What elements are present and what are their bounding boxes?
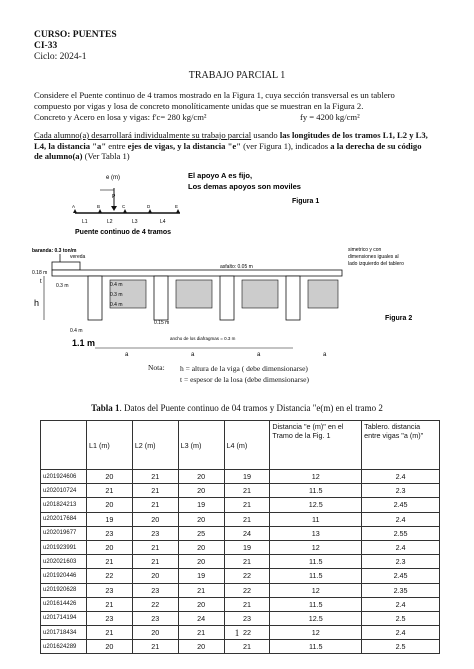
instr-part-3: las longitudes de los tramos L1, L2 y L3, <box>279 130 428 140</box>
table-cell: 20 <box>86 540 132 554</box>
student-code-cell: u201920628 <box>41 583 87 597</box>
instr-part-1: Cada alumno(a) desarrollará individualmente su trabajo parcial <box>34 130 252 140</box>
page-number: 1 <box>234 628 240 638</box>
dim-015: 0.15 m <box>154 320 170 326</box>
e-label: e (m) <box>106 175 120 181</box>
instr-part-4: L4, la distancia "a" <box>34 140 107 151</box>
table-cell: 19 <box>86 512 132 526</box>
header-cell-a: Tablero. distancia entre vigas "a (m)" <box>362 421 440 470</box>
dim-11: 1.1 m <box>72 338 96 348</box>
table-cell: 20 <box>178 470 224 484</box>
support-note-2: Los demas apoyos son moviles <box>188 182 301 191</box>
table-cell: 2.4 <box>362 512 440 526</box>
table-cell: 21 <box>224 555 270 569</box>
table-cell: 21 <box>132 498 178 512</box>
table-cell: 21 <box>86 555 132 569</box>
deck-slab <box>52 270 342 276</box>
dim-04b: 0.4 m <box>110 302 123 308</box>
table-cell: 21 <box>224 597 270 611</box>
beam-1 <box>88 276 102 320</box>
table-cell: 23 <box>132 526 178 540</box>
course-code: CI-33 <box>34 41 58 51</box>
table-cell: 22 <box>86 569 132 583</box>
table-cell: 23 <box>132 611 178 625</box>
support-note-1: El apoyo A es fijo, <box>188 171 253 180</box>
table-cell: 2.4 <box>362 540 440 554</box>
table-cell: 11 <box>270 512 362 526</box>
intro-line-1: Considere el Puente continuo de 4 tramos mostrado en la Figura 1, cuya sección transversal es un tablero <box>34 90 395 100</box>
student-code-cell: u202017684 <box>41 512 87 526</box>
table-cell: 20 <box>178 540 224 554</box>
table-cell: 21 <box>178 583 224 597</box>
table-cell: 21 <box>224 512 270 526</box>
table-cell: 12 <box>270 540 362 554</box>
table-row <box>41 640 440 654</box>
dim-03b: 0.3 m <box>110 292 123 298</box>
table-cell: 23 <box>86 611 132 625</box>
beam-4 <box>286 276 300 320</box>
support-e <box>176 209 180 213</box>
table-row <box>41 597 440 611</box>
table-cell: 19 <box>224 470 270 484</box>
instructions <box>34 130 444 162</box>
table-cell: 11.5 <box>270 640 362 654</box>
header-cell-l3: L3 (m) <box>178 421 224 470</box>
table-cell: 20 <box>178 555 224 569</box>
table-cell: 2.3 <box>362 484 440 498</box>
table-cell: 23 <box>86 583 132 597</box>
p-label: P <box>112 194 116 200</box>
sidewalk-label: vereda <box>70 254 86 260</box>
table-cell: 25 <box>178 526 224 540</box>
dim-018: 0.18 m <box>32 270 48 276</box>
table-row <box>41 555 440 569</box>
table-cell: 20 <box>132 626 178 640</box>
table-cell: 21 <box>132 640 178 654</box>
table-cell: 21 <box>132 484 178 498</box>
support-letter-d: D <box>147 204 151 209</box>
table-caption-label: Tabla 1 <box>91 403 120 413</box>
table-cell: 21 <box>86 597 132 611</box>
table-cell: 19 <box>224 540 270 554</box>
sidewalk-block <box>52 262 80 270</box>
figure-1-caption: Puente continuo de 4 tramos <box>75 229 172 236</box>
table-cell: 21 <box>224 484 270 498</box>
table-cell: 2.4 <box>362 597 440 611</box>
table-row <box>41 611 440 625</box>
table-cell: 2.5 <box>362 611 440 625</box>
data-table <box>40 420 440 654</box>
diaphragm-3 <box>242 280 278 308</box>
table-cell: 21 <box>224 640 270 654</box>
diaphragm-2 <box>176 280 212 308</box>
support-letter-a: A <box>72 204 76 209</box>
support-letter-b: B <box>97 204 101 209</box>
header-cell-l2: L2 (m) <box>132 421 178 470</box>
table-cell: 23 <box>132 583 178 597</box>
support-d <box>148 209 152 213</box>
figure-2-label: Figura 2 <box>385 315 413 322</box>
intro-line-3a: Concreto y Acero en losa y vigas: f'c= 280 kg/cm² <box>34 112 207 122</box>
table-cell: 13 <box>270 526 362 540</box>
dim-04a: 0.4 m <box>110 282 123 288</box>
symmetric-note-3: lado izquierdo del tablero <box>348 261 404 267</box>
intro-line-2: compuesto por vigas y losa de concreto monolíticamente unidas que se muestran en la Figura 2. <box>34 101 364 111</box>
table-cell: 23 <box>224 611 270 625</box>
table-cell: 12 <box>270 626 362 640</box>
table-row <box>41 526 440 540</box>
instr-part-10: (Ver Tabla 1) <box>82 151 130 162</box>
student-code-cell: u202019677 <box>41 526 87 540</box>
symmetric-note-1: simetrico y con <box>348 247 382 253</box>
table-row <box>41 484 440 498</box>
table-cell: 2.4 <box>362 626 440 640</box>
table-cell: 2.5 <box>362 640 440 654</box>
table-cell: 2.4 <box>362 470 440 484</box>
table-header-row <box>41 421 440 470</box>
table-cell: 20 <box>132 512 178 526</box>
header-cell-e: Distancia "e (m)" en el Tramo de la Fig. 1 <box>270 421 362 470</box>
table-cell: 22 <box>224 626 270 640</box>
table-cell: 12.5 <box>270 611 362 625</box>
a-label-1: a <box>125 352 129 358</box>
student-code-cell: u201920446 <box>41 569 87 583</box>
table-cell: 11.5 <box>270 569 362 583</box>
table-caption-text: . Datos del Puente continuo de 04 tramos y Distancia "e(m) en el tramo 2 <box>119 403 383 413</box>
table-cell: 20 <box>132 569 178 583</box>
student-code-cell: u201718434 <box>41 626 87 640</box>
diaphragm-width-note: ancho de los diafragmas = 0.3 m <box>170 336 236 341</box>
table-cell: 20 <box>86 470 132 484</box>
figure-1-label: Figura 1 <box>292 198 320 205</box>
span-label-l4: L4 <box>160 219 166 225</box>
table-cell: 12 <box>270 583 362 597</box>
table-cell: 11.5 <box>270 555 362 569</box>
table-row <box>41 470 440 484</box>
table-row <box>41 540 440 554</box>
table-cell: 2.35 <box>362 583 440 597</box>
table-row <box>41 512 440 526</box>
table-cell: 2.45 <box>362 498 440 512</box>
dim-04c: 0.4 m <box>70 328 83 334</box>
instr-part-5: entre <box>106 140 128 151</box>
diaphragm-4 <box>308 280 338 308</box>
figure-1-diagram <box>60 168 360 238</box>
symmetric-note-2: dimensiones iguales al <box>348 254 399 260</box>
student-code-cell: u201624289 <box>41 640 87 654</box>
intro-line-3b: fy = 4200 kg/cm² <box>300 112 360 122</box>
a-label-3: a <box>257 352 261 358</box>
instr-part-9: de alumno(a) <box>34 151 83 162</box>
student-code-cell: u201714194 <box>41 611 87 625</box>
span-label-l1: L1 <box>82 219 88 225</box>
table-cell: 20 <box>178 597 224 611</box>
header-cell-l4: L4 (m) <box>224 421 270 470</box>
table-cell: 2.3 <box>362 555 440 569</box>
table-cell: 24 <box>224 526 270 540</box>
a-label-4: a <box>323 352 327 358</box>
student-code-cell: u202021603 <box>41 555 87 569</box>
table-cell: 20 <box>178 512 224 526</box>
railing-label: baranda: 0.3 ton/m <box>32 248 77 254</box>
support-b <box>98 209 102 213</box>
table-row <box>41 498 440 512</box>
instr-part-7: (ver Figura 1), indicados <box>240 140 331 151</box>
support-c <box>123 209 127 213</box>
student-code-cell: u201824213 <box>41 498 87 512</box>
table-cell: 22 <box>132 597 178 611</box>
table-cell: 24 <box>178 611 224 625</box>
table-row <box>41 583 440 597</box>
student-code-cell: u201614426 <box>41 597 87 611</box>
load-arrowhead <box>111 206 117 211</box>
support-a <box>73 209 77 213</box>
support-letter-c: C <box>122 204 126 209</box>
dim-03-left: 0.3 m <box>56 283 69 289</box>
table-cell: 21 <box>224 498 270 512</box>
instr-part-8: a la derecha de su código <box>330 140 422 151</box>
table-row <box>41 569 440 583</box>
table-cell: 19 <box>178 498 224 512</box>
course-title: CURSO: PUENTES <box>34 30 117 40</box>
table-cell: 21 <box>86 484 132 498</box>
course-cycle: Ciclo: 2024-1 <box>34 52 87 62</box>
table-cell: 20 <box>86 640 132 654</box>
instr-part-6: ejes de vigas, y la distancia "e" <box>127 140 241 151</box>
table-cell: 20 <box>86 498 132 512</box>
document-title: TRABAJO PARCIAL 1 <box>188 70 286 81</box>
table-cell: 20 <box>178 484 224 498</box>
table-cell: 21 <box>132 470 178 484</box>
table-cell: 21 <box>86 626 132 640</box>
student-code-cell: u201923991 <box>41 540 87 554</box>
dim-h: h <box>34 298 40 308</box>
student-code-cell: u201924606 <box>41 470 87 484</box>
note-title: Nota: <box>148 363 165 372</box>
table-cell: 21 <box>178 626 224 640</box>
table-cell: 20 <box>178 640 224 654</box>
asphalt-label: asfalto: 0.05 m <box>220 264 253 270</box>
table-cell: 23 <box>86 526 132 540</box>
header-cell-code <box>41 421 87 470</box>
support-letter-e: E <box>175 204 179 209</box>
beam-3 <box>220 276 234 320</box>
table-cell: 19 <box>178 569 224 583</box>
table-cell: 22 <box>224 569 270 583</box>
table-cell: 12.5 <box>270 498 362 512</box>
student-code-cell: u202010724 <box>41 484 87 498</box>
table-cell: 21 <box>132 540 178 554</box>
table-cell: 22 <box>224 583 270 597</box>
span-label-l2: L2 <box>107 219 113 225</box>
table-cell: 11.5 <box>270 597 362 611</box>
note-line-2: t = espesor de la losa (debe dimensionarse) <box>180 375 309 384</box>
instr-part-2: usando <box>251 130 280 140</box>
header-cell-l1: L1 (m) <box>86 421 132 470</box>
dim-ts: t <box>40 279 42 285</box>
table-cell: 21 <box>132 555 178 569</box>
span-label-l3: L3 <box>132 219 138 225</box>
a-label-2: a <box>191 352 195 358</box>
table-cell: 12 <box>270 470 362 484</box>
beam-2 <box>154 276 168 320</box>
note-line-1: h = altura de la viga ( debe dimensionarse) <box>180 364 308 373</box>
table-cell: 2.45 <box>362 569 440 583</box>
table-caption <box>0 403 474 413</box>
table-cell: 2.55 <box>362 526 440 540</box>
table-cell: 11.5 <box>270 484 362 498</box>
